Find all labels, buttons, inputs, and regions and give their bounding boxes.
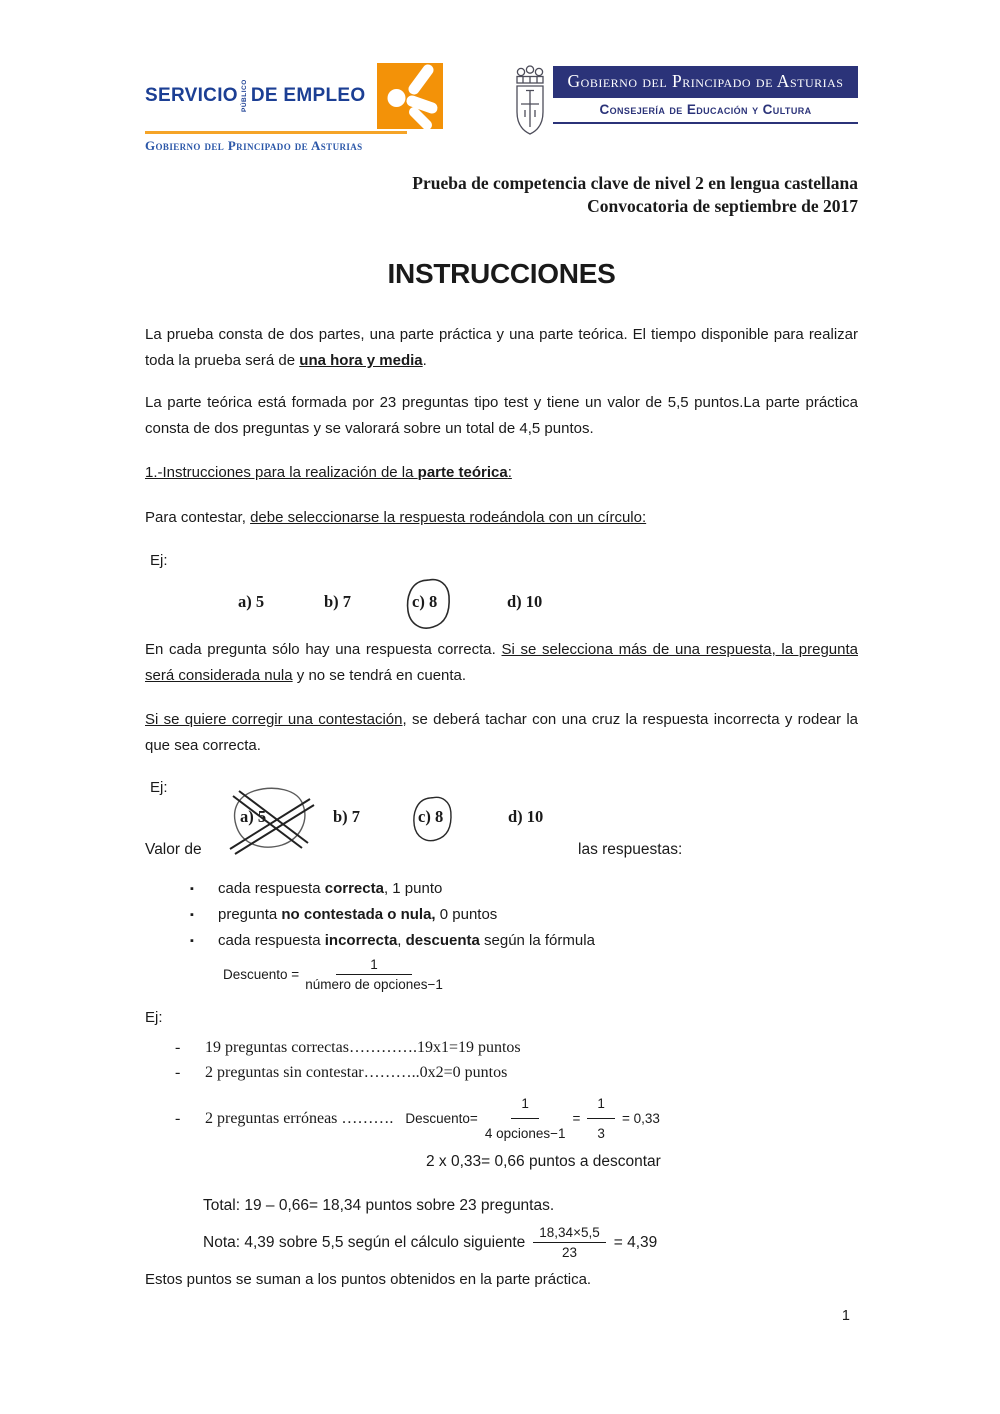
asturias-banner: Gobierno del Principado de Asturias	[553, 66, 858, 98]
title-line-2: Convocatoria de septiembre de 2017	[587, 196, 858, 216]
main-heading: INSTRUCCIONES	[387, 258, 616, 289]
paragraph-intro: La prueba consta de dos partes, una parte práctica y una parte teórica. El tiempo disponible para realizar toda la prueba será de una hora y media.	[145, 326, 858, 369]
sepe-logo-row	[145, 62, 413, 130]
nota-line	[145, 1225, 858, 1260]
nota-result: = 4,39	[613, 1233, 658, 1251]
paragraph-correction: Si se quiere corregir una contestación, se deberá tachar con una cruz la respuesta incorrecta y rodear la que sea correcta.	[145, 711, 858, 754]
asturias-logo	[509, 62, 858, 144]
orange-divider	[145, 131, 407, 134]
example-answers-1	[145, 576, 858, 628]
paragraph-structure: La parte teórica está formada por 23 preguntas tipo test y tiene un valor de 5,5 puntos.La parte práctica consta de dos preguntas y se valorará sobre un total de 4,5 puntos.	[145, 394, 858, 437]
document-title	[145, 172, 858, 218]
bullet-incorrect: ▪ cada respuesta incorrecta, descuenta según la fórmula	[218, 928, 858, 954]
discount-formula	[145, 957, 858, 992]
paragraph-how-to-answer: Para contestar, debe seleccionarse la respuesta rodeándola con un círculo:	[145, 509, 647, 526]
answer-option-c-circled: c) 8	[418, 807, 508, 827]
sepe-word-servicio: SERVICIO	[145, 85, 238, 106]
formula-lhs: Descuento =	[223, 967, 300, 982]
asturias-crest-icon	[509, 64, 551, 144]
scoring-bullet-list	[145, 876, 858, 954]
sepe-arrows-icon	[377, 63, 443, 129]
bullet-correct: ▪ cada respuesta correcta, 1 punto	[218, 876, 858, 902]
navy-divider	[553, 122, 858, 124]
paragraph-one-correct: En cada pregunta sólo hay una respuesta correcta. Si se selecciona más de una respuesta, la pregunta será considerada nula y no se tendrá en cuenta.	[145, 641, 858, 684]
example-label-1: Ej:	[150, 552, 168, 569]
hand-drawn-cross-out-icon	[222, 781, 322, 859]
answer-option-a: a) 5	[238, 592, 265, 611]
title-line-1: Prueba de competencia clave de nivel 2 en lengua castellana	[412, 173, 858, 193]
answer-option-d: d) 10	[508, 807, 544, 826]
points-to-deduct-line: 2 x 0,33= 0,66 puntos a descontar	[426, 1153, 661, 1170]
sepe-subtitle: Gobierno del Principado de Asturias	[145, 138, 363, 153]
closing-paragraph: Estos puntos se suman a los puntos obtenidos en la parte práctica.	[145, 1271, 592, 1288]
nota-fraction: $\frac{18,34\times 5,5}{23}$	[533, 1225, 605, 1260]
answer-option-a-crossed: a) 5	[240, 807, 333, 827]
valor-right-text: las respuestas:	[578, 841, 683, 858]
asturias-logo-text	[553, 62, 858, 124]
section-1-heading: 1.-Instrucciones para la realización de la parte teórica:	[145, 464, 512, 481]
nota-text: Nota: 4,39 sobre 5,5 según el cálculo siguiente	[203, 1233, 526, 1251]
discount-example-formula: Descuento= $\frac{1}{\text{4 opciones−1}}$ = $\frac{1}{3}$ = 0,33	[405, 1091, 659, 1146]
sepe-logo	[145, 62, 413, 154]
example-label-2: Ej:	[150, 779, 168, 796]
answer-option-c-circled: c) 8	[412, 592, 507, 612]
dash-item-wrong: - 2 preguntas erróneas ………. Descuento= $\frac{1}{\text{4 opciones−1}}$ = $\frac{1}{3}$ = 0,33	[175, 1091, 858, 1146]
answer-option-d: d) 10	[507, 592, 543, 611]
example-answers-2	[145, 795, 858, 839]
example-calculation-list	[145, 1035, 858, 1146]
sepe-word-de-empleo: DE EMPLEO	[250, 85, 366, 106]
answer-option-b: b) 7	[324, 592, 352, 611]
formula-fraction: $\frac{1}{\text{número de opciones−1}}$	[305, 957, 443, 992]
bullet-unanswered: ▪ pregunta no contestada o nula, 0 puntos	[218, 902, 858, 928]
page-number: 1	[841, 1308, 850, 1324]
example-label-3: Ej:	[145, 1009, 163, 1026]
asturias-subtitle: Consejería de Educación y Cultura	[599, 102, 812, 117]
valor-left-text: Valor de	[145, 841, 202, 858]
sepe-word-publico: PÚBLICO	[240, 79, 248, 113]
dash-item-correct: - 19 preguntas correctas………….19x1=19 puntos	[175, 1039, 521, 1056]
dash-item-unanswered: - 2 preguntas sin contestar………..0x2=0 puntos	[175, 1064, 508, 1081]
total-line: Total: 19 – 0,66= 18,34 puntos sobre 23 preguntas.	[203, 1197, 555, 1214]
header	[145, 62, 858, 154]
answer-option-b: b) 7	[333, 807, 361, 826]
